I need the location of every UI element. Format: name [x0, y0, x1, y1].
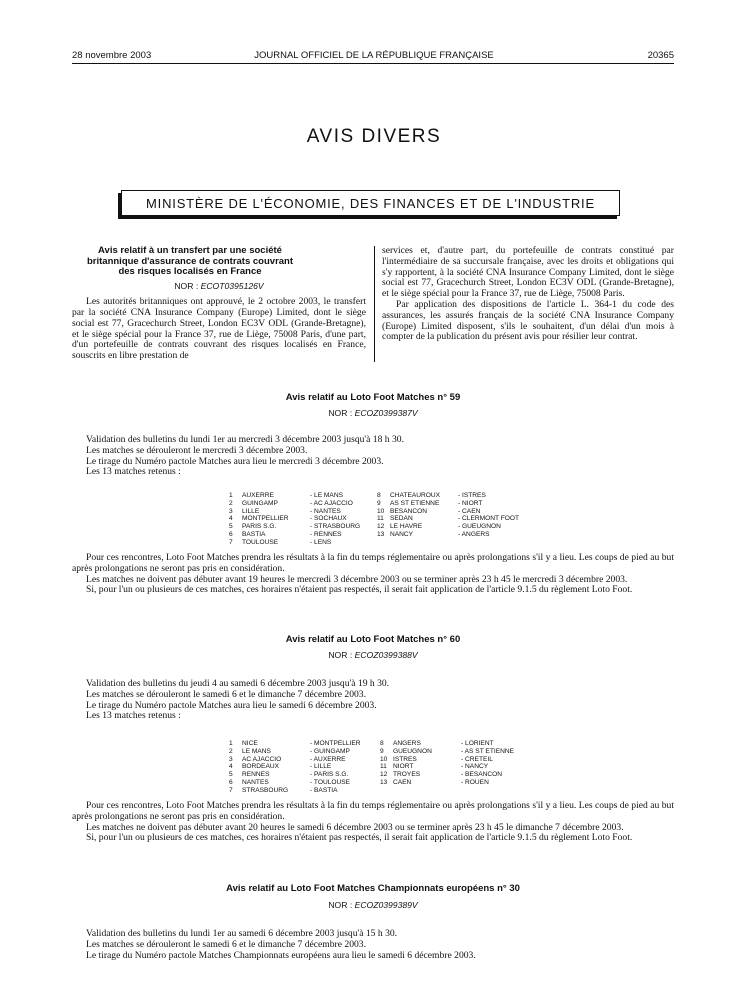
match-number: 1 [229, 740, 233, 747]
match-number: 5 [229, 771, 233, 779]
match-number: 3 [229, 507, 233, 515]
loto60-line-3: Le tirage du Numéro pactole Matches aura lieu le samedi 6 décembre 2003. [86, 699, 377, 711]
match-number: 4 [229, 515, 233, 523]
table-row [229, 539, 376, 547]
ministry-label: MINISTÈRE DE L'ÉCONOMIE, DES FINANCES ET DE L'INDUSTRIE [146, 195, 595, 211]
table-row [377, 508, 538, 516]
loto59-intro [72, 435, 674, 478]
loto60-line-2: Les matches se dérouleront le samedi 6 et le dimanche 7 décembre 2003. [86, 688, 366, 700]
match-number: 4 [229, 763, 233, 771]
loto60-paragraph-3: Si, pour l'un ou plusieurs de ces matches, ces horaires n'étaient pas respectés, il serait fait application de l'article 9.1.5 du règlement Loto Foot. [86, 832, 633, 844]
loto60-matches-right [380, 740, 541, 787]
match-away: - ROUEN [461, 778, 489, 786]
match-home: BORDEAUX [242, 763, 280, 771]
match-away: - LILLE [310, 763, 332, 771]
match-away: - AC AJACCIO [310, 499, 353, 507]
match-home: ISTRES [393, 755, 417, 763]
euro30-line-2: Les matches se dérouleront le samedi 6 et le dimanche 7 décembre 2003. [86, 938, 366, 950]
match-away: - NANTES [310, 507, 341, 515]
loto60-nor-code: ECOZ0399388V [354, 650, 418, 660]
transfert-nor [72, 281, 366, 292]
loto59-nor [72, 408, 674, 418]
match-number: 2 [229, 499, 233, 507]
match-number: 8 [380, 740, 384, 747]
table-row [229, 756, 376, 764]
loto59-paragraph-1: Pour ces rencontres, Loto Foot Matches prendra les résultats à la fin du temps réglementaire ou après prolongations s'il y a lieu. Les coups de pied au but après prolongations ne seront pas pris en considération. [72, 552, 674, 574]
match-away: - PARIS S.G. [310, 771, 349, 779]
loto60-paragraph-1: Pour ces rencontres, Loto Foot Matches prendra les résultats à la fin du temps réglementaire ou après prolongations s'il y a lieu. Les coups de pied au but après prolongations ne seront pas pris en considération. [72, 800, 674, 822]
loto59-paragraph-3: Si, pour l'un ou plusieurs de ces matches, ces horaires n'étaient pas respectés, il serait fait application de l'article 9.1.5 du règlement Loto Foot. [86, 584, 633, 596]
loto59-matches-right [377, 492, 538, 539]
ministry-box [121, 190, 620, 216]
loto59-nor-label: NOR : [328, 408, 355, 418]
match-away: - CLERMONT FOOT [458, 515, 520, 523]
match-home: PARIS S.G. [242, 523, 277, 531]
match-home: ANGERS [393, 740, 421, 747]
table-row [229, 523, 376, 531]
match-number: 7 [229, 786, 233, 794]
match-away: - SOCHAUX [310, 515, 347, 523]
transfert-paragraph-2: Par application des dispositions de l'article L. 364-1 du code des assurances, les assurés français de la société CNA Insurance Company (Europe) Limited disposent, s'ils le souhaitent, d'un délai d'un mois à compter de la publication du présent avis pour résilier leur contrat. [382, 298, 674, 343]
loto59-line-2: Les matches se dérouleront le mercredi 3 décembre 2003. [86, 444, 308, 456]
match-home: TOULOUSE [242, 538, 279, 546]
table-row [377, 492, 538, 500]
match-home: MONTPELLIER [242, 515, 289, 523]
loto60-line-4: Les 13 matches retenus : [86, 710, 181, 722]
loto60-line-1: Validation des bulletins du jeudi 4 au samedi 6 décembre 2003 jusqu'à 19 h 30. [86, 678, 390, 689]
match-home: NIORT [393, 763, 414, 771]
match-number: 13 [377, 530, 385, 538]
euro30-nor-code: ECOZ0399389V [354, 900, 418, 910]
match-home: BESANCON [390, 507, 428, 515]
match-home: AC AJACCIO [242, 755, 282, 763]
match-home: LE HAVRE [390, 523, 423, 531]
match-home: LE MANS [242, 747, 271, 755]
match-away: - NIORT [458, 499, 483, 507]
loto59-nor-code: ECOZ0399387V [354, 408, 418, 418]
match-number: 9 [380, 747, 384, 755]
match-home: CAEN [393, 778, 412, 786]
loto60-rules [72, 801, 674, 844]
header-journal: JOURNAL OFFICIEL DE LA RÉPUBLIQUE FRANÇAISE [254, 50, 494, 61]
match-away: - ISTRES [458, 492, 486, 499]
table-row [377, 500, 538, 508]
loto60-nor-label: NOR : [328, 650, 355, 660]
transfert-nor-code: ECOT0395126V [200, 280, 264, 291]
match-number: 11 [380, 763, 387, 771]
match-number: 3 [229, 755, 233, 763]
loto59-heading: Avis relatif au Loto Foot Matches n° 59 [285, 392, 461, 403]
header-page-number: 20365 [647, 50, 674, 61]
match-number: 12 [377, 523, 385, 531]
match-home: RENNES [242, 771, 270, 779]
match-number: 1 [229, 492, 233, 499]
match-number: 13 [380, 778, 388, 786]
table-row [229, 748, 376, 756]
table-row [380, 748, 541, 756]
loto60-matches-left [229, 740, 376, 795]
match-away: - GUEUGNON [458, 523, 501, 531]
table-row [229, 508, 376, 516]
transfert-nor-label: NOR : [174, 280, 201, 291]
euro30-nor-label: NOR : [328, 900, 355, 910]
match-away: - BASTIA [310, 786, 338, 794]
table-row [229, 492, 376, 500]
match-number: 11 [377, 515, 384, 523]
match-home: LILLE [242, 507, 260, 515]
match-number: 2 [229, 747, 233, 755]
match-away: - GUINGAMP [310, 747, 350, 755]
loto59-line-3: Le tirage du Numéro pactole Matches aura lieu le mercredi 3 décembre 2003. [86, 455, 384, 467]
match-number: 10 [377, 507, 385, 515]
table-row [380, 756, 541, 764]
match-number: 7 [229, 538, 233, 546]
transfert-paragraph-1: Les autorités britanniques ont approuvé, le 2 octobre 2003, le transfert par la société CNA Insurance Company (Europe) Limited, dont le siège social est 77, Gracechurch Street, London EC3V ODL (Grande-Bretagne), et le siège spécial pour la France 37, rue de Liège, 75008 Paris, d'une part, d'un portefeuille de contrats couvrant des risques localisés en France, souscrits en libre prestation de [72, 296, 366, 362]
loto60-intro [72, 679, 674, 722]
match-number: 5 [229, 523, 233, 531]
page-title: AVIS DIVERS [306, 126, 442, 147]
table-row [380, 763, 541, 771]
match-away: - ANGERS [458, 530, 490, 538]
match-home: AS ST ETIENNE [390, 499, 440, 507]
match-away: - AS ST ETIENNE [461, 747, 515, 755]
match-number: 8 [377, 492, 381, 499]
match-number: 10 [380, 755, 388, 763]
transfert-paragraph-1-continued: services et, d'autre part, du portefeuille de contrats constitué par l'intermédiaire de sa succursale française, avec les droits et obligations qui s'y rapportent, à la société CNA Insurance Company Limited, dont le siège social est 77, Gracechurch Street, London EC3V ODL (Grande-Bretagne), et le siège spécial pour la France 37, rue de Liège, 75008 Paris. [382, 245, 674, 300]
table-row [229, 787, 376, 795]
match-home: GUINGAMP [242, 499, 278, 507]
loto60-paragraph-2: Les matches ne doivent pas débuter avant 20 heures le samedi 6 décembre 2003 ou se terminer après 23 h 45 le dimanche 7 décembre 2003. [86, 821, 624, 833]
match-away: - AUXERRE [310, 755, 346, 763]
match-number: 9 [377, 499, 381, 507]
transfert-heading: Avis relatif à un transfert par une société britannique d'assurance de contrats couvrant des risques localisés en France [86, 245, 294, 277]
table-row [377, 523, 538, 531]
table-row [377, 531, 538, 539]
match-home: NICE [242, 740, 258, 747]
match-away: - MONTPELLIER [310, 740, 361, 747]
table-row [380, 740, 541, 748]
header-date: 28 novembre 2003 [72, 50, 152, 61]
match-home: TROYES [393, 771, 421, 779]
transfert-left-column [72, 246, 366, 362]
match-home: STRASBOURG [242, 786, 289, 794]
euro30-heading: Avis relatif au Loto Foot Matches Championnats européens n° 30 [226, 883, 520, 894]
table-row [229, 515, 376, 523]
table-row [229, 500, 376, 508]
match-home: NANTES [242, 778, 269, 786]
match-away: - LE MANS [310, 492, 343, 499]
match-home: CHATEAUROUX [390, 492, 441, 499]
match-away: - NANCY [461, 763, 489, 771]
match-home: AUXERRE [242, 492, 274, 499]
match-home: SEDAN [390, 515, 413, 523]
table-row [377, 515, 538, 523]
column-divider [374, 246, 375, 362]
match-number: 12 [380, 771, 388, 779]
loto59-matches-left [229, 492, 376, 547]
table-row [229, 740, 376, 748]
euro30-nor [72, 900, 674, 910]
header-rule [72, 63, 674, 64]
loto60-nor [72, 650, 674, 660]
euro30-line-3: Le tirage du Numéro pactole Matches Championnats européens aura lieu le samedi 6 décembre 2003. [86, 949, 476, 961]
loto59-rules [72, 553, 674, 596]
loto59-line-1: Validation des bulletins du lundi 1er au mercredi 3 décembre 2003 jusqu'à 18 h 30. [86, 434, 404, 445]
table-row [380, 771, 541, 779]
loto60-heading: Avis relatif au Loto Foot Matches n° 60 [285, 634, 461, 645]
loto59-line-4: Les 13 matches retenus : [86, 466, 181, 478]
match-away: - STRASBOURG [310, 523, 361, 531]
euro30-line-1: Validation des bulletins du lundi 1er au samedi 6 décembre 2003 jusqu'à 15 h 30. [86, 928, 398, 939]
table-row [380, 779, 541, 787]
euro30-intro [72, 929, 674, 961]
match-away: - LENS [310, 538, 332, 546]
match-home: NANCY [390, 530, 414, 538]
match-away: - CRETEIL [461, 755, 493, 763]
match-home: BASTIA [242, 530, 266, 538]
match-away: - RENNES [310, 530, 342, 538]
match-away: - BESANCON [461, 771, 503, 779]
table-row [229, 763, 376, 771]
table-row [229, 531, 376, 539]
loto59-paragraph-2: Les matches ne doivent pas débuter avant 19 heures le mercredi 3 décembre 2003 ou se terminer après 23 h 45 le mercredi 3 décembre 2003. [86, 573, 628, 585]
transfert-right-column [382, 246, 674, 343]
match-number: 6 [229, 530, 233, 538]
match-home: GUEUGNON [393, 747, 432, 755]
match-away: - LORIENT [461, 740, 494, 747]
match-away: - TOULOUSE [310, 778, 351, 786]
match-away: - CAEN [458, 507, 481, 515]
table-row [229, 771, 376, 779]
match-number: 6 [229, 778, 233, 786]
table-row [229, 779, 376, 787]
